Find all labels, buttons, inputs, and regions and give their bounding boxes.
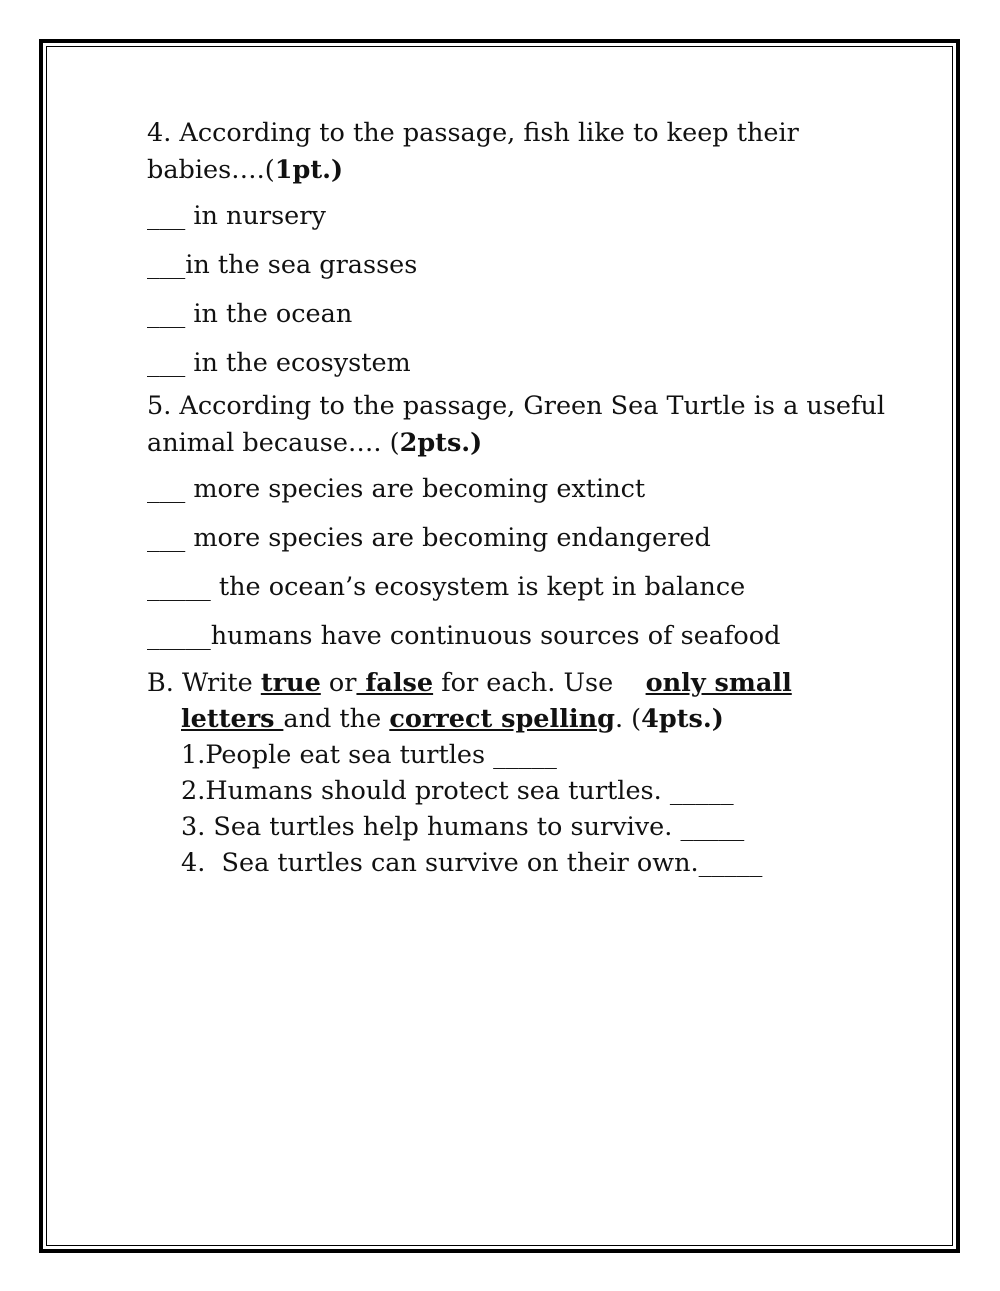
question-4-stem — [147, 115, 907, 189]
part-b-true-word: true — [260, 668, 321, 698]
question-5-points: 2pts.) — [399, 428, 483, 458]
part-b-correct-spelling: correct spelling — [389, 704, 615, 734]
question-5-text: 5. According to the passage, Green Sea Turtle is a useful animal because…. ( — [147, 391, 886, 458]
question-5-option-3: _____ the ocean’s ecosystem is kept in balance — [147, 572, 746, 602]
part-b-points: 4pts.) — [641, 704, 724, 734]
part-b-only-small: only small — [645, 668, 792, 698]
question-5-option-4: _____humans have continuous sources of seafood — [147, 621, 781, 651]
part-b-and-the: and the — [283, 704, 390, 734]
part-b-mid: for each. Use — [433, 668, 646, 698]
part-b-or: or — [320, 668, 357, 698]
part-b-item-3: 3. Sea turtles help humans to survive. _____ — [181, 812, 745, 842]
question-4-points: 1pt.) — [274, 155, 344, 185]
question-5-option-1: ___ more species are becoming extinct — [147, 474, 646, 504]
part-b — [147, 665, 907, 881]
question-5-option-2: ___ more species are becoming endangered — [147, 523, 711, 553]
part-b-item-1: 1.People eat sea turtles _____ — [181, 740, 557, 770]
part-b-instructions — [147, 665, 907, 737]
part-b-period: . ( — [614, 704, 642, 734]
part-b-line2 — [147, 704, 724, 734]
question-5-stem — [147, 388, 907, 462]
question-4-option-2: ___in the sea grasses — [147, 250, 418, 280]
question-4-option-1: ___ in nursery — [147, 201, 326, 231]
question-4-option-4: ___ in the ecosystem — [147, 348, 411, 378]
question-4 — [147, 115, 907, 388]
question-4-text: 4. According to the passage, fish like to keep their babies….( — [147, 118, 799, 185]
part-b-letters: letters — [181, 704, 284, 734]
part-b-item-4: 4. Sea turtles can survive on their own._____ — [181, 848, 763, 878]
part-b-false-word: false — [356, 668, 434, 698]
part-b-item-2: 2.Humans should protect sea turtles. _____ — [181, 776, 734, 806]
question-4-option-3: ___ in the ocean — [147, 299, 353, 329]
question-5 — [147, 388, 907, 661]
worksheet-content — [147, 115, 907, 881]
part-b-prefix: B. Write — [147, 668, 261, 698]
